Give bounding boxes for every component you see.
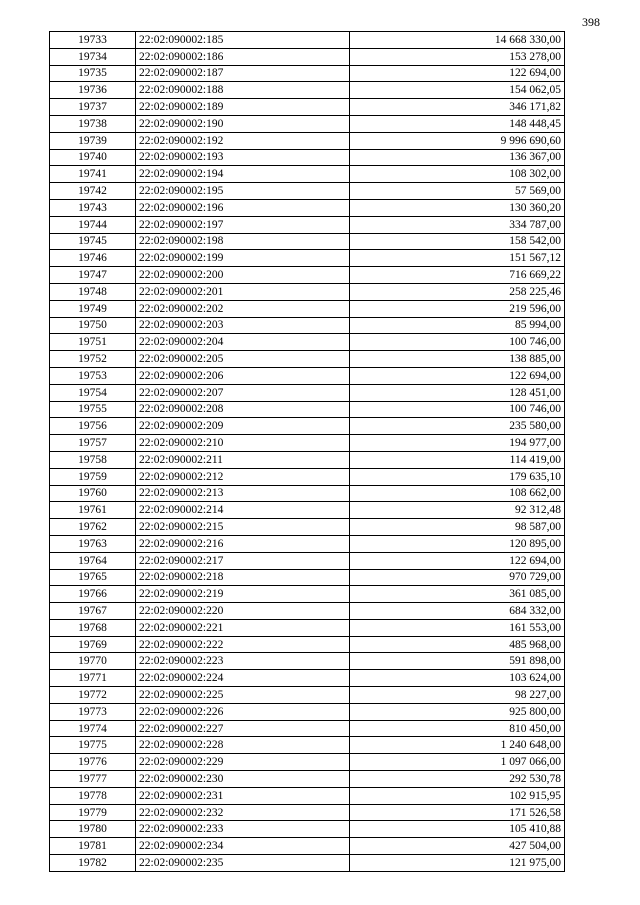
cadastral-value-cell: 102 915,95 (350, 787, 565, 804)
table-row (50, 267, 565, 284)
cadastral-value-cell: 346 171,82 (350, 99, 565, 116)
cadastral-number-cell: 22:02:090002:232 (136, 804, 350, 821)
cadastral-number-cell: 22:02:090002:219 (136, 586, 350, 603)
table-row (50, 619, 565, 636)
record-number-cell: 19782 (50, 855, 136, 872)
cadastral-value-cell: 122 694,00 (350, 552, 565, 569)
table-row (50, 166, 565, 183)
cadastral-number-cell: 22:02:090002:207 (136, 384, 350, 401)
table-row (50, 586, 565, 603)
cadastral-value-cell: 258 225,46 (350, 283, 565, 300)
table-row (50, 804, 565, 821)
cadastral-number-cell: 22:02:090002:235 (136, 855, 350, 872)
cadastral-number-cell: 22:02:090002:217 (136, 552, 350, 569)
table-row (50, 687, 565, 704)
table-row (50, 552, 565, 569)
cadastral-value-cell: 485 968,00 (350, 636, 565, 653)
cadastral-number-cell: 22:02:090002:208 (136, 401, 350, 418)
table-row (50, 82, 565, 99)
table-row (50, 149, 565, 166)
cadastral-value-cell: 103 624,00 (350, 670, 565, 687)
cadastral-value-cell: 810 450,00 (350, 720, 565, 737)
cadastral-value-cell: 171 526,58 (350, 804, 565, 821)
table-row (50, 65, 565, 82)
cadastral-value-cell: 684 332,00 (350, 603, 565, 620)
cadastral-value-cell: 98 227,00 (350, 687, 565, 704)
record-number-cell: 19738 (50, 115, 136, 132)
record-number-cell: 19758 (50, 451, 136, 468)
table-row (50, 502, 565, 519)
cadastral-value-cell: 194 977,00 (350, 435, 565, 452)
cadastral-number-cell: 22:02:090002:187 (136, 65, 350, 82)
record-number-cell: 19749 (50, 300, 136, 317)
record-number-cell: 19779 (50, 804, 136, 821)
cadastral-value-cell: 120 895,00 (350, 535, 565, 552)
cadastral-value-cell: 105 410,88 (350, 821, 565, 838)
record-number-cell: 19734 (50, 48, 136, 65)
table-body (50, 32, 565, 872)
cadastral-value-cell: 1 240 648,00 (350, 737, 565, 754)
record-number-cell: 19773 (50, 703, 136, 720)
cadastral-value-cell: 14 668 330,00 (350, 32, 565, 49)
cadastral-number-cell: 22:02:090002:197 (136, 216, 350, 233)
table-row (50, 720, 565, 737)
cadastral-value-cell: 361 085,00 (350, 586, 565, 603)
cadastral-number-cell: 22:02:090002:186 (136, 48, 350, 65)
cadastral-value-cell: 235 580,00 (350, 418, 565, 435)
cadastral-value-cell: 591 898,00 (350, 653, 565, 670)
record-number-cell: 19780 (50, 821, 136, 838)
cadastral-value-cell: 128 451,00 (350, 384, 565, 401)
cadastral-number-cell: 22:02:090002:209 (136, 418, 350, 435)
record-number-cell: 19753 (50, 367, 136, 384)
cadastral-number-cell: 22:02:090002:222 (136, 636, 350, 653)
table-row (50, 132, 565, 149)
cadastral-value-cell: 121 975,00 (350, 855, 565, 872)
record-number-cell: 19767 (50, 603, 136, 620)
record-number-cell: 19770 (50, 653, 136, 670)
table-row (50, 48, 565, 65)
record-number-cell: 19757 (50, 435, 136, 452)
cadastral-number-cell: 22:02:090002:201 (136, 283, 350, 300)
table-row (50, 535, 565, 552)
cadastral-value-cell: 92 312,48 (350, 502, 565, 519)
record-number-cell: 19756 (50, 418, 136, 435)
cadastral-number-cell: 22:02:090002:214 (136, 502, 350, 519)
cadastral-number-cell: 22:02:090002:227 (136, 720, 350, 737)
cadastral-number-cell: 22:02:090002:211 (136, 451, 350, 468)
record-number-cell: 19742 (50, 183, 136, 200)
cadastral-number-cell: 22:02:090002:185 (136, 32, 350, 49)
record-number-cell: 19760 (50, 485, 136, 502)
cadastral-number-cell: 22:02:090002:205 (136, 351, 350, 368)
cadastral-number-cell: 22:02:090002:229 (136, 754, 350, 771)
cadastral-number-cell: 22:02:090002:188 (136, 82, 350, 99)
record-number-cell: 19735 (50, 65, 136, 82)
table-row (50, 250, 565, 267)
record-number-cell: 19752 (50, 351, 136, 368)
table-row (50, 367, 565, 384)
page-number: 398 (582, 15, 600, 29)
cadastral-number-cell: 22:02:090002:199 (136, 250, 350, 267)
table-row (50, 670, 565, 687)
record-number-cell: 19754 (50, 384, 136, 401)
record-number-cell: 19751 (50, 334, 136, 351)
cadastral-value-cell: 154 062,05 (350, 82, 565, 99)
record-number-cell: 19777 (50, 771, 136, 788)
record-number-cell: 19744 (50, 216, 136, 233)
cadastral-number-cell: 22:02:090002:215 (136, 519, 350, 536)
table-row (50, 334, 565, 351)
cadastral-value-cell: 130 360,20 (350, 199, 565, 216)
cadastral-number-cell: 22:02:090002:230 (136, 771, 350, 788)
table-row (50, 787, 565, 804)
cadastral-number-cell: 22:02:090002:210 (136, 435, 350, 452)
table-row (50, 636, 565, 653)
cadastral-value-cell: 158 542,00 (350, 233, 565, 250)
cadastral-value-cell: 161 553,00 (350, 619, 565, 636)
cadastral-value-cell: 9 996 690,60 (350, 132, 565, 149)
cadastral-value-cell: 122 694,00 (350, 367, 565, 384)
cadastral-value-cell: 925 800,00 (350, 703, 565, 720)
cadastral-value-cell: 108 662,00 (350, 485, 565, 502)
cadastral-value-cell: 970 729,00 (350, 569, 565, 586)
record-number-cell: 19745 (50, 233, 136, 250)
cadastral-value-cell: 100 746,00 (350, 334, 565, 351)
cadastral-value-table (49, 31, 565, 872)
cadastral-number-cell: 22:02:090002:231 (136, 787, 350, 804)
cadastral-value-cell: 138 885,00 (350, 351, 565, 368)
cadastral-value-cell: 148 448,45 (350, 115, 565, 132)
table-row (50, 351, 565, 368)
record-number-cell: 19746 (50, 250, 136, 267)
cadastral-number-cell: 22:02:090002:193 (136, 149, 350, 166)
table-row (50, 519, 565, 536)
table-row (50, 183, 565, 200)
record-number-cell: 19765 (50, 569, 136, 586)
table-row (50, 384, 565, 401)
table-row (50, 401, 565, 418)
table-row (50, 115, 565, 132)
table-row (50, 199, 565, 216)
record-number-cell: 19733 (50, 32, 136, 49)
cadastral-value-cell: 136 367,00 (350, 149, 565, 166)
cadastral-number-cell: 22:02:090002:198 (136, 233, 350, 250)
cadastral-number-cell: 22:02:090002:234 (136, 838, 350, 855)
table-row (50, 418, 565, 435)
cadastral-value-cell: 334 787,00 (350, 216, 565, 233)
table-row (50, 300, 565, 317)
cadastral-value-cell: 85 994,00 (350, 317, 565, 334)
record-number-cell: 19768 (50, 619, 136, 636)
cadastral-number-cell: 22:02:090002:216 (136, 535, 350, 552)
table-row (50, 435, 565, 452)
record-number-cell: 19743 (50, 199, 136, 216)
cadastral-number-cell: 22:02:090002:223 (136, 653, 350, 670)
cadastral-number-cell: 22:02:090002:226 (136, 703, 350, 720)
cadastral-number-cell: 22:02:090002:189 (136, 99, 350, 116)
table-row (50, 451, 565, 468)
table-row (50, 754, 565, 771)
cadastral-number-cell: 22:02:090002:204 (136, 334, 350, 351)
table-row (50, 216, 565, 233)
record-number-cell: 19759 (50, 468, 136, 485)
cadastral-value-cell: 100 746,00 (350, 401, 565, 418)
cadastral-value-cell: 151 567,12 (350, 250, 565, 267)
table-row (50, 737, 565, 754)
cadastral-number-cell: 22:02:090002:200 (136, 267, 350, 284)
cadastral-value-cell: 114 419,00 (350, 451, 565, 468)
record-number-cell: 19764 (50, 552, 136, 569)
cadastral-number-cell: 22:02:090002:190 (136, 115, 350, 132)
cadastral-value-cell: 292 530,78 (350, 771, 565, 788)
cadastral-number-cell: 22:02:090002:206 (136, 367, 350, 384)
cadastral-value-cell: 179 635,10 (350, 468, 565, 485)
record-number-cell: 19741 (50, 166, 136, 183)
cadastral-value-cell: 108 302,00 (350, 166, 565, 183)
cadastral-number-cell: 22:02:090002:218 (136, 569, 350, 586)
table-row (50, 317, 565, 334)
cadastral-number-cell: 22:02:090002:233 (136, 821, 350, 838)
record-number-cell: 19739 (50, 132, 136, 149)
cadastral-number-cell: 22:02:090002:213 (136, 485, 350, 502)
cadastral-number-cell: 22:02:090002:196 (136, 199, 350, 216)
cadastral-number-cell: 22:02:090002:192 (136, 132, 350, 149)
record-number-cell: 19748 (50, 283, 136, 300)
table-row (50, 485, 565, 502)
cadastral-number-cell: 22:02:090002:221 (136, 619, 350, 636)
record-number-cell: 19736 (50, 82, 136, 99)
table-row (50, 821, 565, 838)
cadastral-number-cell: 22:02:090002:224 (136, 670, 350, 687)
table-row (50, 838, 565, 855)
cadastral-value-cell: 122 694,00 (350, 65, 565, 82)
cadastral-number-cell: 22:02:090002:202 (136, 300, 350, 317)
record-number-cell: 19772 (50, 687, 136, 704)
record-number-cell: 19755 (50, 401, 136, 418)
record-number-cell: 19775 (50, 737, 136, 754)
table-row (50, 603, 565, 620)
table-row (50, 468, 565, 485)
cadastral-number-cell: 22:02:090002:195 (136, 183, 350, 200)
cadastral-value-cell: 219 596,00 (350, 300, 565, 317)
record-number-cell: 19778 (50, 787, 136, 804)
table-row (50, 855, 565, 872)
table-row (50, 569, 565, 586)
table-row (50, 99, 565, 116)
record-number-cell: 19774 (50, 720, 136, 737)
cadastral-value-cell: 1 097 066,00 (350, 754, 565, 771)
record-number-cell: 19740 (50, 149, 136, 166)
record-number-cell: 19763 (50, 535, 136, 552)
table-row (50, 32, 565, 49)
cadastral-value-cell: 153 278,00 (350, 48, 565, 65)
table-row (50, 771, 565, 788)
cadastral-number-cell: 22:02:090002:203 (136, 317, 350, 334)
cadastral-number-cell: 22:02:090002:220 (136, 603, 350, 620)
table-row (50, 703, 565, 720)
cadastral-number-cell: 22:02:090002:212 (136, 468, 350, 485)
record-number-cell: 19737 (50, 99, 136, 116)
cadastral-value-cell: 716 669,22 (350, 267, 565, 284)
record-number-cell: 19747 (50, 267, 136, 284)
record-number-cell: 19762 (50, 519, 136, 536)
record-number-cell: 19750 (50, 317, 136, 334)
record-number-cell: 19771 (50, 670, 136, 687)
record-number-cell: 19761 (50, 502, 136, 519)
cadastral-number-cell: 22:02:090002:228 (136, 737, 350, 754)
record-number-cell: 19776 (50, 754, 136, 771)
cadastral-value-cell: 57 569,00 (350, 183, 565, 200)
table-row (50, 233, 565, 250)
cadastral-value-cell: 427 504,00 (350, 838, 565, 855)
record-number-cell: 19766 (50, 586, 136, 603)
cadastral-number-cell: 22:02:090002:225 (136, 687, 350, 704)
table-row (50, 653, 565, 670)
cadastral-value-cell: 98 587,00 (350, 519, 565, 536)
cadastral-number-cell: 22:02:090002:194 (136, 166, 350, 183)
record-number-cell: 19769 (50, 636, 136, 653)
table-row (50, 283, 565, 300)
record-number-cell: 19781 (50, 838, 136, 855)
